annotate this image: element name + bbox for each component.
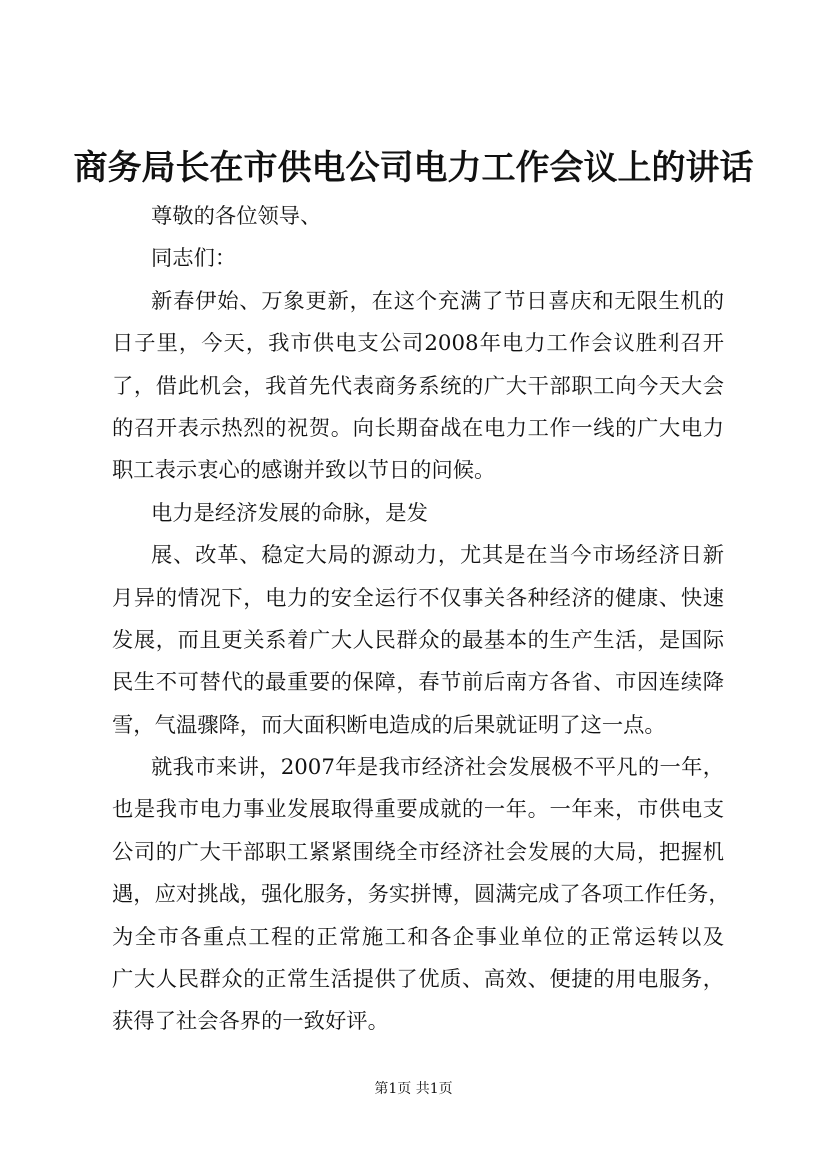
paragraph-4-line-1: 就我市来讲，2007年是我市经济社会发展极不平凡的一年，: [151, 755, 724, 781]
paragraph-4-line-2: 也是我市电力事业发展取得重要成就的一年。一年来，市供电支: [112, 797, 724, 823]
document-body: [112, 196, 730, 1044]
document-title: 商务局长在市供电公司电力工作会议上的讲话: [73, 148, 754, 188]
paragraph-4-line-4: 遇，应对挑战，强化服务，务实拼博，圆满完成了各项工作任务，: [112, 882, 730, 908]
paragraph-3-line-5: 雪，气温骤降，而大面积断电造成的后果就证明了这一点。: [112, 712, 666, 738]
paragraph-3-line-3: 发展，而且更关系着广大人民群众的最基本的生产生活，是国际: [112, 627, 724, 653]
paragraph-4-line-7: 获得了社会各界的一致好评。: [112, 1009, 389, 1035]
paragraph-1-line-2: 日子里，今天，我市供电支公司2008年电力工作会议胜利召开: [112, 331, 724, 357]
paragraph-1-line-3: 了，借此机会，我首先代表商务系统的广大干部职工向今天大会: [112, 373, 724, 399]
salutation-line-1: 尊敬的各位领导、: [151, 204, 322, 229]
page-number-footer: 第1页 共1页: [374, 1081, 453, 1097]
paragraph-2-line-1: 电力是经济发展的命脉，是发: [151, 500, 428, 526]
paragraph-1-line-4: 的召开表示热烈的祝贺。向长期奋战在电力工作一线的广大电力: [112, 415, 724, 441]
paragraph-4-line-6: 广大人民群众的正常生活提供了优质、高效、便捷的用电服务，: [112, 967, 724, 993]
paragraph-4-line-5: 为全市各重点工程的正常施工和各企事业单位的正常运转以及: [112, 924, 724, 950]
salutation-line-2: 同志们：: [151, 246, 237, 272]
paragraph-1-line-1: 新春伊始、万象更新，在这个充满了节日喜庆和无限生机的: [151, 288, 724, 314]
paragraph-4-line-3: 公司的广大干部职工紧紧围绕全市经济社会发展的大局，把握机: [112, 839, 724, 865]
paragraph-3-line-1: 展、改革、稳定大局的源动力，尤其是在当今市场经济日新: [151, 543, 724, 569]
paragraph-3-line-4: 民生不可替代的最重要的保障，春节前后南方各省、市因连续降: [112, 670, 724, 696]
paragraph-3-line-2: 月异的情况下，电力的安全运行不仅事关各种经济的健康、快速: [112, 585, 724, 611]
paragraph-1-line-5: 职工表示衷心的感谢并致以节日的问候。: [112, 458, 496, 484]
